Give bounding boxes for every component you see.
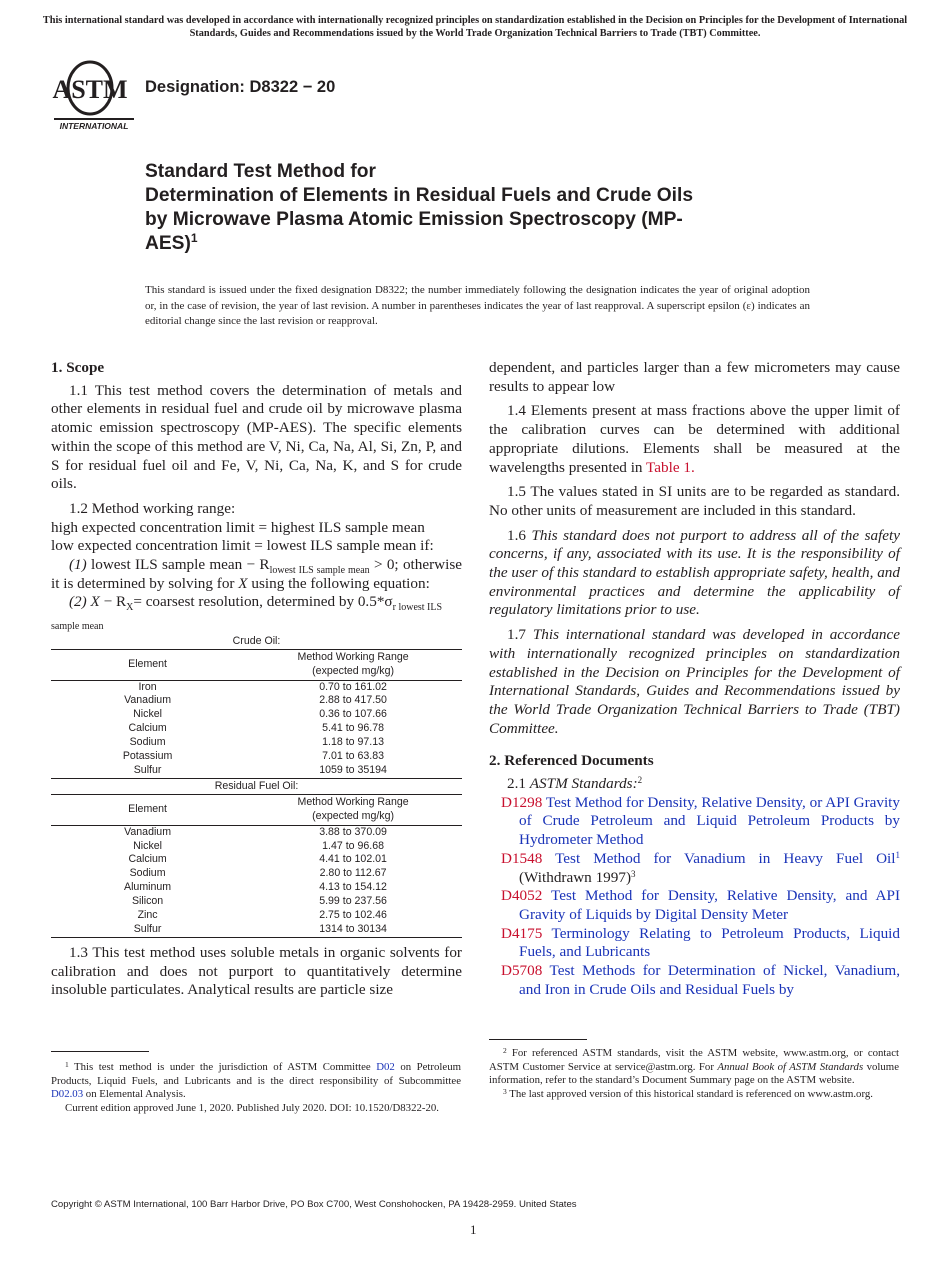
crude-oil-table xyxy=(51,635,462,779)
designation: Designation: D8322 − 20 xyxy=(145,78,336,96)
reference-title-link[interactable]: Test Method for Density, Relative Density, and API Gravity of Liquids by Digital Density Meter xyxy=(519,887,900,923)
reference-code-link[interactable]: D4052 xyxy=(501,887,543,905)
crude_table-element-cell: Nickel xyxy=(133,708,162,721)
svg-text:ASTM: ASTM xyxy=(52,75,128,104)
residual_table-range-cell: 1.47 to 96.68 xyxy=(322,839,384,852)
high-limit: high expected concentration limit = highest ILS sample mean xyxy=(51,518,425,536)
residual_table-range-cell: 1314 to 30134 xyxy=(244,923,462,937)
residual_table-element-cell: Aluminum xyxy=(124,881,172,894)
para-1-1: 1.1 This test method covers the determination of metals and other elements in residual fuel and crude oil by microwave plasma atomic emission spectroscopy (MP-AES). The specific elements within the scope of this method are V, Ni, Ca, Na, Al, Si, Zn, P, and S for residual fuel oil and Fe, V, Ni, Ca, Na, K, and S for crude oils. xyxy=(51,381,462,493)
para-1-3-continued: dependent, and particles larger than a few micrometers may cause results to appear low xyxy=(489,359,900,395)
crude-oil-caption: Crude Oil: xyxy=(232,634,281,647)
page-number: 1 xyxy=(470,1222,477,1237)
right-column xyxy=(489,359,900,1000)
para-1-5: 1.5 The values stated in SI units are to be regarded as standard. No other units of measurement are included in this standard. xyxy=(489,483,900,519)
residual_table-element-cell: Nickel xyxy=(133,839,162,852)
crude_table-element-cell: Sodium xyxy=(129,736,166,749)
crude_table-element-cell: Potassium xyxy=(122,750,173,763)
reference-title-link[interactable]: Test Method for Density, Relative Density, or API Gravity of Crude Petroleum and Liquid Petroleum Products by Hydrometer Method xyxy=(519,793,900,849)
footnote-2: $^2$ For referenced ASTM standards, visit the ASTM website, www.astm.org, or contact ASTM Customer Service at service@astm.org. For Annual Book of ASTM Standards volume information, refer to the standard’s Document Summary page on the ASTM website. $^3$ The last approved version of this historical standard is referenced on www.astm.org. xyxy=(489,1046,899,1100)
table-row xyxy=(51,895,462,909)
residual_table-element-cell: Sulfur xyxy=(51,923,244,937)
issued-note: This standard is issued under the fixed designation D8322; the number immediately following the designation indicates the year of original adoption or, in the case of revision, the year of last revision. A number in parentheses indicates the year of last reapproval. A superscript epsilon (ε) indicates an editorial change since the last revision or reapproval. xyxy=(145,284,810,328)
crude_table-element-cell: Iron xyxy=(138,680,157,693)
table-row xyxy=(51,708,462,722)
residual_table-element-cell: Sodium xyxy=(129,867,166,880)
low-limit: low expected concentration limit = lowest ILS sample mean if: xyxy=(51,537,434,555)
residual_table-element-cell: Vanadium xyxy=(124,825,172,838)
left-column xyxy=(51,359,462,1006)
para-1-2: 1.2 Method working range: xyxy=(69,499,236,517)
link-d02[interactable]: D02 xyxy=(376,1061,395,1073)
crude_table-element-cell: Calcium xyxy=(128,722,167,735)
scope-heading: 1. Scope xyxy=(51,359,105,376)
referenced-heading: 2. Referenced Documents xyxy=(489,752,654,770)
edition-note: Current edition approved June 1, 2020. Published July 2020. DOI: 10.1520/D8322-20. xyxy=(65,1101,439,1114)
reference-code-link[interactable]: D5708 xyxy=(501,962,543,980)
para-1-7: 1.7 This international standard was developed in accordance with internationally recognized principles on standardization established in the Decision on Principles for the Development of International Standards, Guides and Recommendations issued by the World Trade Organization Technical Barriers to Trade (TBT) Committee. xyxy=(489,626,900,737)
title-line-1: Standard Test Method for xyxy=(145,161,376,182)
residual_table-range-cell: 2.75 to 102.46 xyxy=(319,909,387,922)
crude-col-element: Element xyxy=(51,649,244,680)
table-row xyxy=(51,840,462,854)
crude_table-range-cell: 5.41 to 96.78 xyxy=(322,722,384,735)
crude_table-range-cell: 1059 to 35194 xyxy=(244,764,462,778)
residual-col-element: Element xyxy=(51,794,244,825)
table-row xyxy=(51,867,462,881)
condition-1: (1) lowest ILS sample mean − $R_{lowest ILS sample mean} > 0$; otherwise it is determined by solving for X using the following equation: xyxy=(51,556,462,592)
crude_table-range-cell: 1.18 to 97.13 xyxy=(322,736,384,749)
table-row xyxy=(51,881,462,895)
reference-code-link[interactable]: D1298 xyxy=(501,793,543,811)
title-line-2: Determination of Elements in Residual Fuels and Crude Oils xyxy=(145,185,694,206)
title-footnote-mark: 1 xyxy=(190,231,198,245)
crude_table-element-cell: Vanadium xyxy=(124,694,172,707)
footnote-rule-right xyxy=(489,1039,587,1040)
reference-code-link[interactable]: D1548 xyxy=(501,849,543,867)
copyright-line: Copyright © ASTM International, 100 Barr Harbor Drive, PO Box C700, West Conshohocken, PA 19428-2959. United States xyxy=(51,1199,577,1210)
residual_table-range-cell: 2.80 to 112.67 xyxy=(319,867,387,880)
reference-title-link[interactable]: Terminology Relating to Petroleum Products, Liquid Fuels, and Lubricants xyxy=(519,924,900,961)
residual_table-range-cell: 4.13 to 154.12 xyxy=(319,881,387,894)
table-row xyxy=(51,722,462,736)
table-row xyxy=(51,909,462,923)
reference-list xyxy=(489,794,900,1000)
reference-title-link[interactable]: Test Methods for Determination of Nickel, Vanadium, and Iron in Crude Oils and Residual Fuels by xyxy=(519,962,900,998)
table-row xyxy=(51,736,462,750)
document-title xyxy=(145,160,825,256)
reference-item xyxy=(489,925,900,962)
table-row xyxy=(51,680,462,694)
astm-logo xyxy=(52,58,136,134)
reference-item xyxy=(489,794,900,850)
crude_table-range-cell: 7.01 to 63.83 xyxy=(322,750,384,763)
crude_table-element-cell: Sulfur xyxy=(51,764,244,778)
residual-col-range: Method Working Range (expected mg/kg) xyxy=(244,794,462,825)
crude_table-range-cell: 0.36 to 107.66 xyxy=(319,708,387,721)
crude_table-range-cell: 2.88 to 417.50 xyxy=(319,694,387,707)
footnote-3: $^3$ The last approved version of this historical standard is referenced on www.astm.org. xyxy=(503,1086,873,1100)
reference-title-link[interactable]: Test Method for Vanadium in Heavy Fuel Oil xyxy=(542,849,896,867)
table-row xyxy=(51,923,462,937)
residual_table-element-cell: Calcium xyxy=(128,853,167,866)
residual_table-range-cell: 4.41 to 102.01 xyxy=(319,853,387,866)
reference-item xyxy=(489,887,900,924)
table-1-link[interactable]: Table 1. xyxy=(646,458,695,476)
link-d02-03[interactable]: D02.03 xyxy=(51,1088,84,1101)
table-row xyxy=(51,825,462,839)
table-row xyxy=(51,853,462,867)
condition-2: (2) $X - R_X=$ coarsest resolution, determined by $0.5*\sigma_{r lowest ILS sample mean}$ xyxy=(51,593,443,633)
residual_table-range-cell: 5.99 to 237.56 xyxy=(319,895,387,908)
para-1-3: 1.3 This test method uses soluble metals in organic solvents for calibration and does not purport to quantitatively determine insoluble particulates. Analytical results are particle size xyxy=(51,943,462,999)
footnote-rule-left xyxy=(51,1051,149,1052)
para-1-6: 1.6 This standard does not purport to address all of the safety concerns, if any, associated with its use. It is the responsibility of the user of this standard to establish appropriate safety, health, and environmental practices and determine the applicability of regulatory limitations prior to use. xyxy=(489,526,901,619)
table-row xyxy=(51,750,462,764)
table-row xyxy=(51,764,462,778)
reference-item xyxy=(489,962,900,999)
residual_table-element-cell: Zinc xyxy=(137,909,158,922)
title-line-4: AES)$^1$ xyxy=(145,231,198,254)
international-standard-notice: This international standard was developed in accordance with internationally recognized principles on standardization established in the Decision on Principles for the Development of International Standards, Guides and Recommendations issued by the World Trade Organization Technical Barriers to Trade (TBT) Committee. xyxy=(42,15,908,39)
residual_table-element-cell: Silicon xyxy=(131,895,164,908)
residual-caption: Residual Fuel Oil: xyxy=(214,779,299,792)
reference-item: D1548 Test Method for Vanadium in Heavy Fuel Oil$^1$ (Withdrawn 1997)$^3$ xyxy=(501,849,900,886)
residual-fuel-table xyxy=(51,780,462,938)
residual_table-range-cell: 3.88 to 370.09 xyxy=(319,825,387,838)
footnote-1: $^1$ This test method is under the jurisdiction of ASTM Committee D02 on Petroleum Products, Liquid Fuels, and Lubricants and is the direct responsibility of Subcommittee D02.03 on Elemental Analysis. Current edition approved June 1, 2020. Published July 2020. DOI: 10.1520/D8322-20. xyxy=(51,1060,461,1114)
svg-text:INTERNATIONAL: INTERNATIONAL xyxy=(59,121,129,131)
table-row xyxy=(51,694,462,708)
crude-col-range: Method Working Range (expected mg/kg) xyxy=(244,649,462,680)
reference-code-link[interactable]: D4175 xyxy=(501,924,543,942)
withdrawn-note: (Withdrawn 1997) xyxy=(519,868,631,886)
astm-standards-sub: 2.1 ASTM Standards:$^2$ xyxy=(507,775,643,793)
title-line-3: by Microwave Plasma Atomic Emission Spectroscopy (MP- xyxy=(145,209,683,230)
crude_table-range-cell: 0.70 to 161.02 xyxy=(319,680,387,693)
para-1-4: 1.4 Elements present at mass fractions above the upper limit of the calibration curves can be determined with additional appropriate dilutions. Elements shall be measured at the wavelengths presented in Table 1. xyxy=(489,402,900,476)
